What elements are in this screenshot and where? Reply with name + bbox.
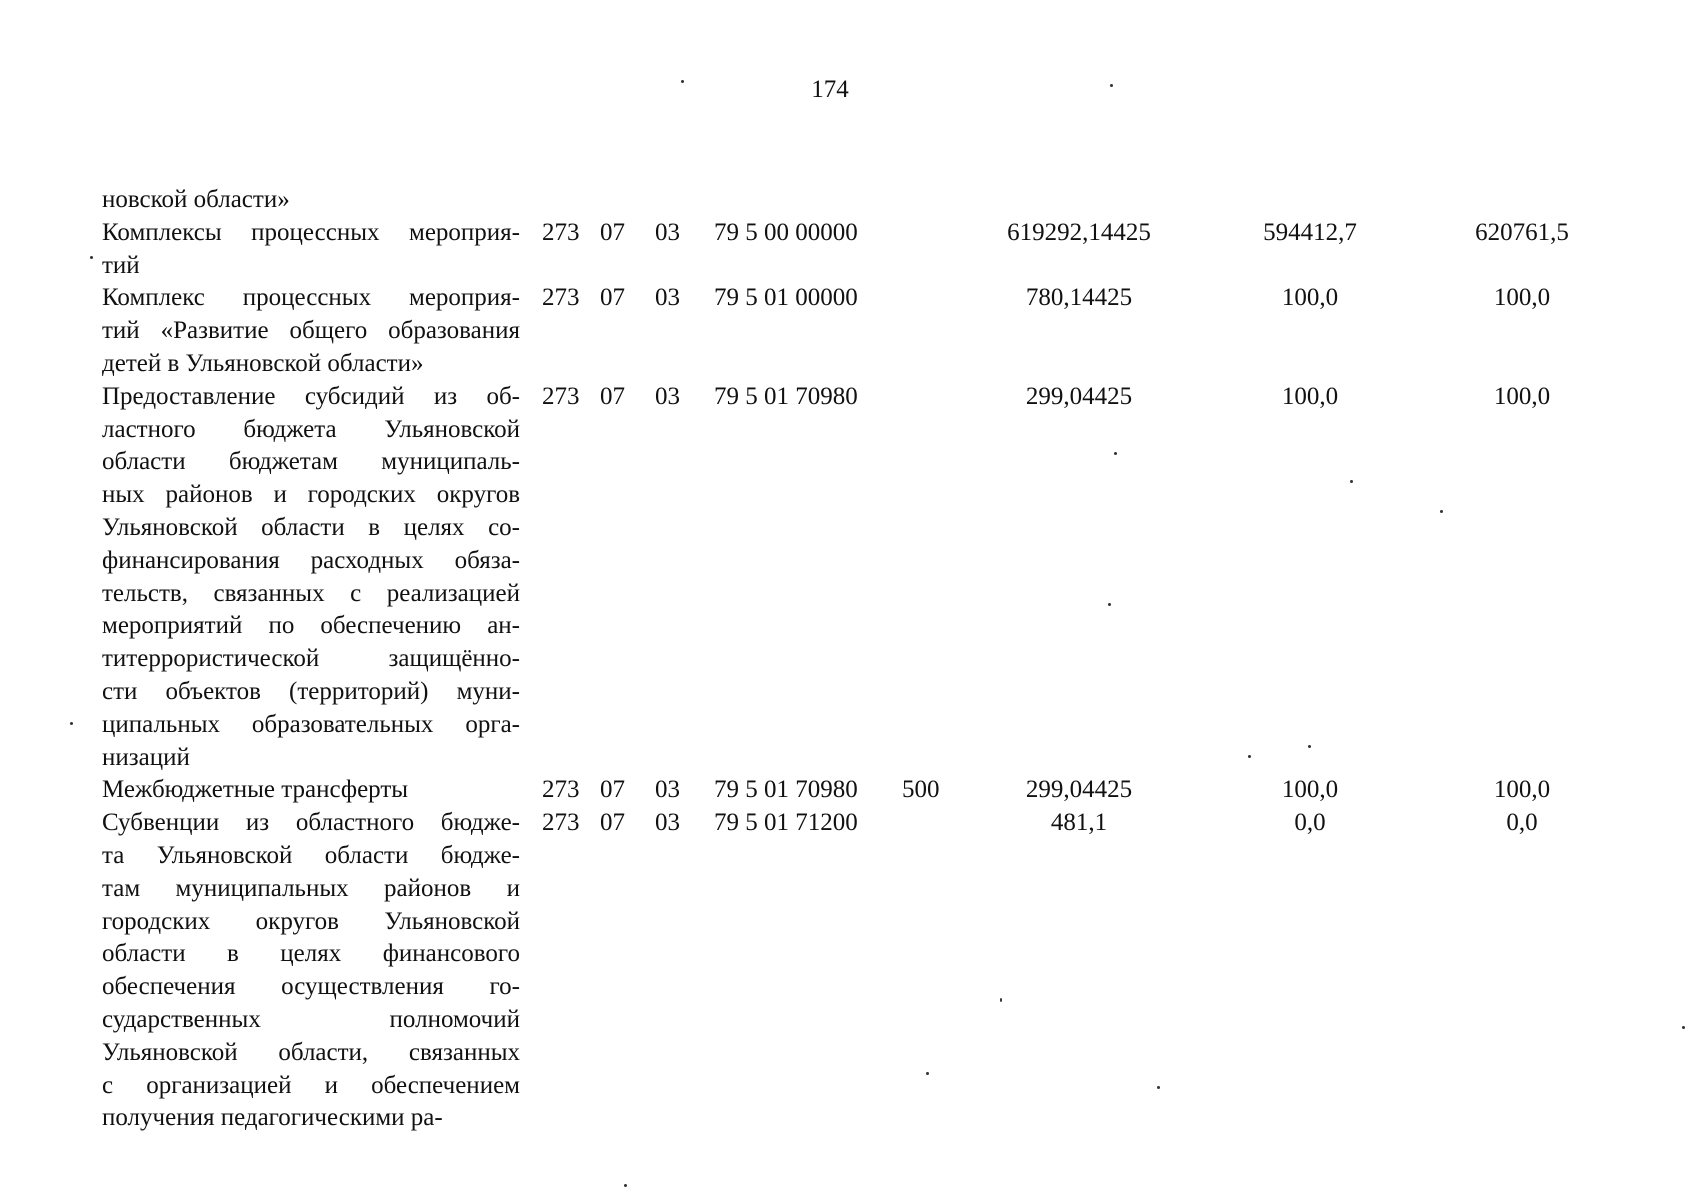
admin-code-cell: 273 — [542, 809, 580, 837]
description-line: городских округов Ульяновской — [102, 907, 520, 935]
amount-year2-cell: 594412,7 — [1263, 218, 1357, 246]
scan-speck — [624, 1184, 627, 1187]
description-line: с организацией и обеспечением — [102, 1071, 520, 1099]
description-line: тельств, связанных с реализацией — [102, 579, 520, 607]
subsection-code-cell: 03 — [655, 776, 680, 804]
description-line: ластного бюджета Ульяновской — [102, 415, 520, 443]
table-row — [102, 217, 1582, 283]
description-line: сти объектов (территорий) муни- — [102, 677, 520, 705]
description-line: Комплексы процессных мероприя- — [102, 218, 520, 246]
table-row — [102, 282, 1582, 380]
description-line: ципальных образовательных орга- — [102, 710, 520, 738]
description-line: финансирования расходных обяза- — [102, 546, 520, 574]
scan-speck — [681, 80, 684, 83]
description-cell — [102, 217, 520, 283]
scan-speck — [90, 256, 93, 259]
amount-year3-cell: 100,0 — [1493, 284, 1551, 312]
description-cell — [102, 184, 520, 217]
scan-speck — [926, 1072, 929, 1075]
scan-speck — [1000, 998, 1002, 1002]
description-line: обеспечения осуществления го- — [102, 973, 520, 1001]
section-code-cell: 07 — [600, 218, 625, 246]
description-line: мероприятий по обеспечению ан- — [102, 612, 520, 640]
description-line: Предоставление субсидий из об- — [102, 382, 520, 410]
amount-year3-cell: 100,0 — [1493, 382, 1551, 410]
amount-year2-cell: 100,0 — [1281, 776, 1339, 804]
scan-speck — [70, 722, 73, 725]
section-code-cell: 07 — [600, 776, 625, 804]
amount-year2-cell: 100,0 — [1281, 382, 1339, 410]
scan-speck — [1350, 480, 1353, 483]
subsection-code-cell: 03 — [655, 284, 680, 312]
description-line: тий — [102, 251, 140, 279]
amount-year2-cell: 100,0 — [1281, 284, 1339, 312]
scan-speck — [1157, 1086, 1160, 1089]
scan-speck — [1110, 84, 1113, 87]
description-line: тий «Развитие общего образования — [102, 317, 520, 345]
description-cell — [102, 807, 520, 1135]
description-line: Субвенции из областного бюдже- — [102, 809, 520, 837]
description-line: Комплекс процессных мероприя- — [102, 284, 520, 312]
description-line: там муниципальных районов и — [102, 874, 520, 902]
amount-year3-cell: 620761,5 — [1475, 218, 1569, 246]
table-row — [102, 807, 1582, 1135]
admin-code-cell: 273 — [542, 218, 580, 246]
amount-year1-cell: 481,1 — [1050, 809, 1108, 837]
target-article-cell: 79 5 01 71200 — [714, 809, 858, 837]
description-line: титеррористической защищённо- — [102, 645, 520, 673]
subsection-code-cell: 03 — [655, 218, 680, 246]
subsection-code-cell: 03 — [655, 809, 680, 837]
description-line: области в целях финансового — [102, 940, 520, 968]
amount-year1-cell: 299,04425 — [1025, 776, 1133, 804]
scan-speck — [1114, 452, 1117, 455]
description-line: сударственных полномочий — [102, 1005, 520, 1033]
page-number: 174 — [811, 76, 849, 103]
scan-speck — [1682, 1026, 1685, 1029]
description-line: Межбюджетные трансферты — [102, 776, 409, 804]
admin-code-cell: 273 — [542, 382, 580, 410]
description-cell — [102, 774, 520, 807]
admin-code-cell: 273 — [542, 284, 580, 312]
amount-year1-cell: 299,04425 — [1025, 382, 1133, 410]
description-cell — [102, 282, 520, 380]
amount-year1-cell: 780,14425 — [1025, 284, 1133, 312]
description-line: низаций — [102, 743, 190, 771]
scan-speck — [1308, 745, 1311, 748]
description-line: области бюджетам муниципаль- — [102, 448, 520, 476]
description-cell — [102, 381, 520, 775]
description-line: та Ульяновской области бюдже- — [102, 841, 520, 869]
scan-speck — [1440, 510, 1443, 513]
amount-year3-cell: 100,0 — [1493, 776, 1551, 804]
scan-speck — [1108, 603, 1111, 606]
table-row — [102, 184, 1582, 217]
description-line: получения педагогическими ра- — [102, 1104, 443, 1132]
amount-year3-cell: 0,0 — [1506, 809, 1538, 837]
description-line: новской области» — [102, 186, 290, 213]
budget-table — [102, 184, 1582, 1135]
table-row — [102, 381, 1582, 775]
description-line: Ульяновской области в целях со- — [102, 513, 520, 541]
subsection-code-cell: 03 — [655, 382, 680, 410]
description-line: Ульяновской области, связанных — [102, 1038, 520, 1066]
expense-type-cell: 500 — [902, 776, 940, 804]
target-article-cell: 79 5 01 70980 — [714, 382, 858, 410]
description-line: ных районов и городских округов — [102, 481, 520, 509]
section-code-cell: 07 — [600, 284, 625, 312]
table-row — [102, 774, 1582, 807]
section-code-cell: 07 — [600, 809, 625, 837]
target-article-cell: 79 5 00 00000 — [714, 218, 858, 246]
admin-code-cell: 273 — [542, 776, 580, 804]
amount-year2-cell: 0,0 — [1294, 809, 1326, 837]
target-article-cell: 79 5 01 00000 — [714, 284, 858, 312]
target-article-cell: 79 5 01 70980 — [714, 776, 858, 804]
description-line: детей в Ульяновской области» — [102, 349, 424, 377]
amount-year1-cell: 619292,14425 — [1007, 218, 1151, 246]
section-code-cell: 07 — [600, 382, 625, 410]
scan-speck — [1248, 755, 1251, 758]
